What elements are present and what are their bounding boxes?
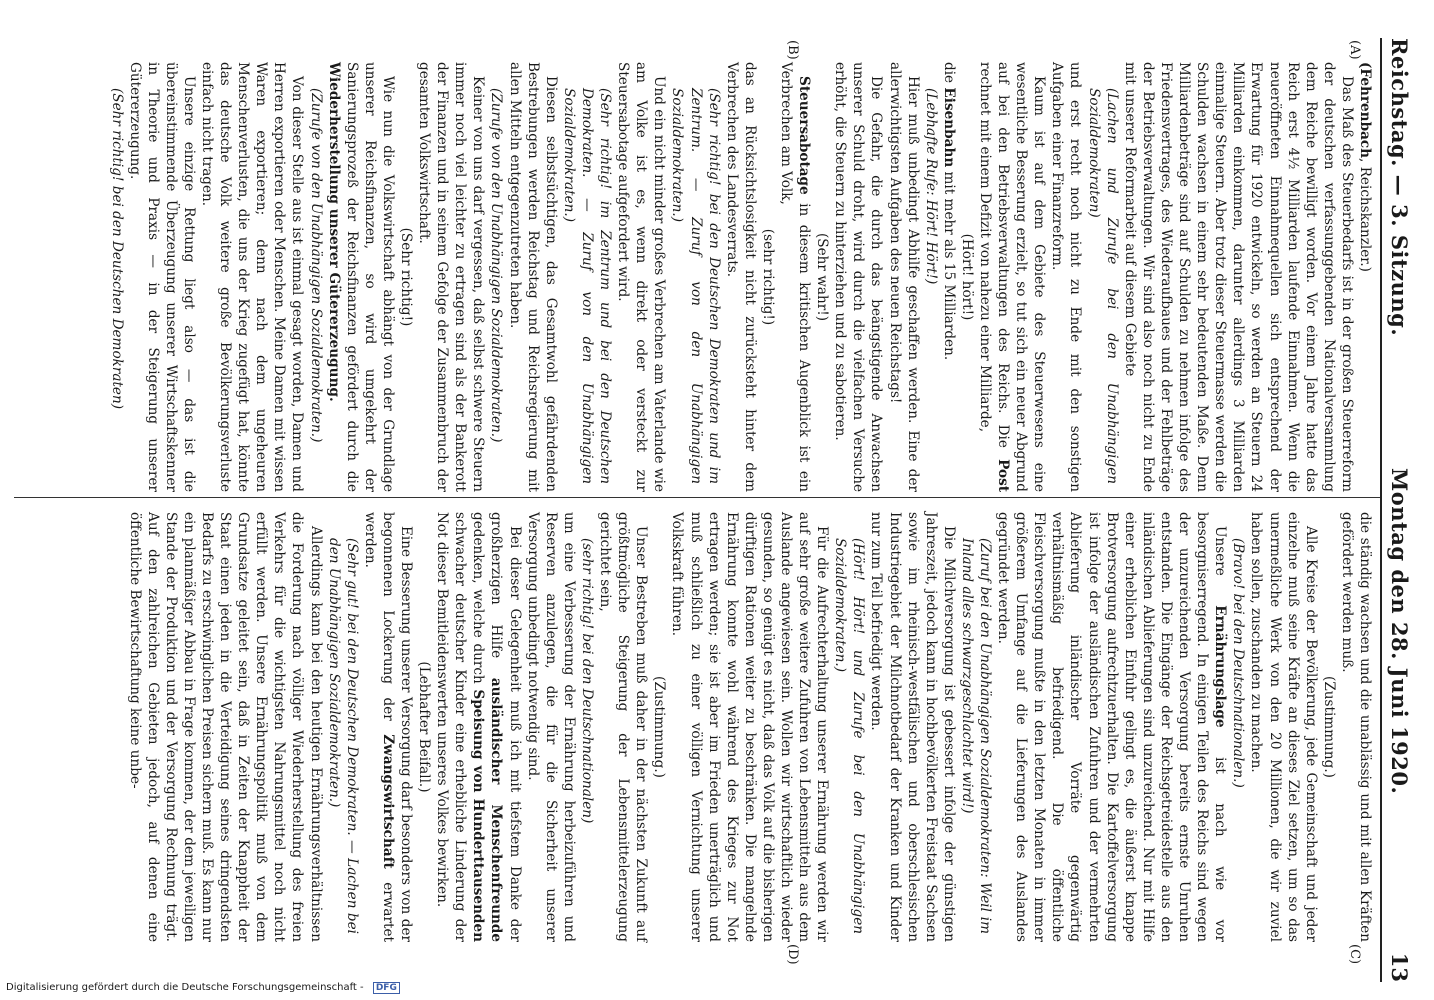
text-run: rechnet mit einem Defizit von nahezu einer Milliarde, xyxy=(977,62,994,433)
text-run: Das Maß des Steuerbedarfs ist in der großen Steuerreform der deutschen verfassunggebenden Nationalversammlung dem Reiche bewilligt worden. Vor einem Jahre hatte das Reich erst 4½ Milliarden laufende Einnahmen. Wenn die neueröffneten Einnahmequellen sich entsprechend der Erwartung für 1920 entwickeln, so werden an Steuern 24 Milliarden einkommen, darunter allerdings 3 Milliarden einmalige Steuern. Aber trotz dieser Steuermasse werden die Schulden wachsen in einem sehr bedeutenden Maße. Denn Milliardenbeträge sind auf Schulden zu nehmen infolge des Friedensvertrages, des Wiederaufbaues und der Fehlbeträge der Betriebsverwaltungen. Wir sind also noch nicht zu Ende mit unserer Reformarbeit auf diesem Gebiete xyxy=(1121,62,1355,492)
interjection xyxy=(560,62,614,492)
paragraph xyxy=(433,512,523,942)
text-run: Keiner von uns darf vergessen, daß selbst schwere Steuern immer noch viel leichter zu ertragen sind als der Bankerott der Finanzen und in seinem Gefolge der Zusammenbruch der gesamten Volkswirtschaft. xyxy=(416,62,487,492)
text-run: Hier muß unbedingt Abhilfe geschaffen werden. Eine der allerwichtigsten Aufgaben des neuen Reichstags! xyxy=(886,62,921,492)
emphasized-text: Eisenbahn xyxy=(940,87,957,168)
interjection xyxy=(668,62,722,492)
text-run: Bei dieser Gelegenheit muß ich mit tiefstem Danke der großherzigen Hilfe xyxy=(488,512,523,942)
text-run: (Zurufe von den Unabhängigen Sozialdemokraten.) xyxy=(488,88,505,443)
paragraph xyxy=(126,62,198,492)
text-run: (Lebhafte Rufe: Hört! Hört!) xyxy=(922,88,939,285)
text-run: (Sehr richtig! bei den Deutschen Demokraten) xyxy=(108,88,125,410)
text-run: (Bravo! bei den Deutschnationalen.) xyxy=(1230,538,1247,788)
footer-text: Digitalisierung gefördert durch die Deutsche Forschungsgemeinschaft - xyxy=(6,982,364,993)
text-run: um eine Verbesserung der Ernährung herbeizuführen und Reserven anzulegen, die für die Sicherheit unserer Versorgung unbedingt notwendig sind. xyxy=(524,512,577,942)
text-run: Für die Aufrechterhaltung unserer Ernährung werden wir auf sehr große weitere Zufuhren von Lebensmitteln aus dem Auslande angewiesen sein. Wollen wir wirtschaftlich wieder gesunden, so genügt es nicht, daß das Volk auf die bisherigen dürftigen Rationen weiter zu beschränken. Die mangelnde Ernährung konnte wohl während des Krieges zur Not ertragen werden; sie ist aber im Frieden unerträglich und muß schließlich zu einer völligen Vernichtung unserer Volkskraft führen. xyxy=(669,512,831,942)
interjection xyxy=(958,512,994,942)
text-run: Allerdings kann bei den heutigen Ernährungsverhältnissen die Forderung nach völliger Wiederherstellung des freien Verkehrs für die wichtigsten Nahrungsmittel noch nicht erfüllt werden. Unsere Ernährungspolitik muß von dem Grundsatze geleitet sein, daß in Zeiten der Knappheit der Staat einen jeden in die Verteidigung seines dringendsten Bedarfs zu erschwinglichen Preisen sichern muß. Es kann nur ein planmäßiger Abbau in Frage kommen, der dem jeweiligen Stande der Produktion und der Versorgung Rechnung trägt. Auf den zahlreichen Gebieten jedoch, auf denen eine öffentliche Bewirtschaftung keine unbe- xyxy=(126,512,324,942)
paragraph xyxy=(994,512,1229,942)
text-run: Unsere einzige Rettung liegt also — das ist die übereinstimmende Überzeugung unserer Wirtschaftskenner in Theorie und Praxis — in der Steigerung unserer Gütererzeugung. xyxy=(126,62,197,492)
text-run: (Sehr richtig!) xyxy=(398,227,415,327)
paragraph xyxy=(614,62,668,492)
text-run: gedenken, welche durch xyxy=(470,512,487,690)
text-run: Diesen selbstsüchtigen, das Gesamtwohl gefährdenden Bestrebungen werden Reichstag und Reichsregierung mit allen Mitteln entgegenzutreten haben. xyxy=(506,62,559,492)
text-run: erwartet werden. xyxy=(361,512,396,942)
header-date: Montag den 28. Juni 1920. xyxy=(1387,468,1412,795)
paragraph xyxy=(1356,62,1374,492)
emphasized-text: Post xyxy=(995,459,1012,492)
paragraph xyxy=(1338,512,1374,942)
interjection xyxy=(958,62,976,492)
text-run: in diesem kritischen Augenblick ist ein Verbrechen am Volk, xyxy=(778,62,813,492)
text-run: Die Milchversorgung ist gebessert infolge der günstigen Jahreszeit, jedoch kann in hochbevölkerten Freistaat Sachsen sowie im rheinisch-westfälischen und oberschlesischen Industriegebiet der Milchnotbedarf der Kranken und Kinder nur zum Teil befriedigt werden. xyxy=(868,512,957,942)
text-run: (Hört! hört!) xyxy=(958,233,975,321)
text-run: Kaum ist auf dem Gebiete des Steuerwesens eine wesentliche Besserung erzielt, so tut sich ein neuer Abgrund auf bei den Betriebsverwaltungen des Reichs. Die xyxy=(995,62,1048,492)
text-run: die ständig wachsen und die unablässig und mit allen Kräften gefördert werden muß. xyxy=(1338,512,1373,942)
paragraph xyxy=(524,512,578,942)
text-run: Unser Bestreben muß daher in der nächsten Zukunft auf größtmögliche Steigerung der Lebensmittelerzeugung gerichtet sein, xyxy=(597,512,650,942)
text-run: Alle Kreise der Bevölkerung, jede Gemeinschaft und jeder einzelne muß seine Kräfte an dieses Ziel setzen, um so das unermeßliche Werk von den 20 Millionen, die wir zuviel haben sollen, zuschanden zu machen. xyxy=(1248,512,1319,942)
emphasized-text: Zwangswirtschaft xyxy=(379,734,396,869)
interjection xyxy=(397,62,415,492)
paragraph xyxy=(885,62,921,492)
margin-mark-d: (D) xyxy=(785,944,800,965)
text-run: (Zuruf bei den Unabhängigen Sozialdemokraten: Weil im Inland alles schwarzgeschlachtet wird!) xyxy=(958,538,994,934)
text-run: (Sehr wahr!) xyxy=(814,233,831,321)
text-run: Und ein nicht minder großes Verbrechen am Vaterlande wie am Volke ist es, wenn direkt oder versteckt zur Steuersabotage aufgefordert wird. xyxy=(615,62,668,492)
paragraph xyxy=(415,62,487,492)
text-run: (sehr richtig!) xyxy=(759,228,776,326)
text-run: Wie nun die Volkswirtschaft abhängt von der Grundlage unserer Reichsfinanzen, so wird umgekehrt der Sanierungsprozeß der Reichsfinanzen gefördert durch die xyxy=(343,62,396,492)
paragraph xyxy=(361,512,415,942)
paragraph xyxy=(198,62,307,492)
paragraph xyxy=(1048,62,1084,492)
page-number: 13 xyxy=(1387,952,1412,982)
paragraph xyxy=(723,62,759,492)
text-run: (Sehr gut! bei den Deutschen Demokraten. — Lachen bei den Unabhängigen Sozialdemokraten.) xyxy=(325,538,360,934)
interjection xyxy=(306,62,324,492)
text-run: (Hört! Hört! und Zurufe bei den Unabhängigen Sozialdemokraten.) xyxy=(832,538,867,934)
emphasized-text: Speisung von Hunderttausenden xyxy=(470,689,487,942)
text-run: (sehr richtig! bei den Deutschnationalen) xyxy=(578,538,595,824)
text-run: Unsere xyxy=(1212,526,1229,606)
interjection xyxy=(1229,512,1247,942)
interjection xyxy=(922,62,940,492)
paragraph xyxy=(668,512,831,942)
right-column xyxy=(126,512,1374,942)
paragraph xyxy=(940,62,958,492)
column-divider xyxy=(14,497,1380,498)
text-run: Eine Besserung unserer Versorgung darf besonders von der begonnenen Lockerung der xyxy=(379,512,415,942)
dfg-logo: DFG xyxy=(373,982,400,994)
text-run: ist nach wie vor besorgniserregend. In einigen Teilen des Reichs sind wegen der unzureichenden Versorgung bereits ernste Unruhen entstanden. Die Eingänge der Reichsgetreidestelle aus den inländischen Ablieferungen sind unzureichend. Nur mit Hilfe einer erheblichen Einfuhr gelingt es, die äußerst knappe Brotversorgung aufrechtzuerhalten. Die Kartoffelversorgung ist infolge der ausländischen Zufuhren und der vermehrten Ablieferung inländischer Vorräte gegenwärtig verhältnismäßig befriedigend. Die öffentliche Fleischversorgung mußte in den letzten Monaten in immer größerem Umfange auf die Lieferungen des Auslandes gegründet werden. xyxy=(995,512,1229,942)
text-run: schwacher deutscher Kinder eine erhebliche Linderung der Not dieser Bemitleidenswerten unseres Volkes bewirken. xyxy=(434,512,469,942)
margin-mark-a: (A) xyxy=(1347,40,1362,60)
interjection xyxy=(831,512,867,942)
emphasized-text: Wiederherstellung unserer Gütererzeugung. xyxy=(325,62,342,402)
header-rule xyxy=(1380,38,1382,982)
interjection xyxy=(813,62,831,492)
emphasized-text: Steuersabotage xyxy=(796,76,813,195)
text-run: Die Gefahr, die durch das beängstigende Anwachsen unserer Schuld droht, wird durch die vielfachen Versuche erhöht, die Steuern zu hinterziehen und zu sabotieren. xyxy=(832,62,885,492)
paragraph xyxy=(506,62,560,492)
interjection xyxy=(487,62,505,492)
text-run: (Zurufe von den Unabhängigen Sozialdemokraten.) xyxy=(307,88,324,443)
paragraph xyxy=(831,62,885,492)
paragraph xyxy=(596,512,650,942)
paragraph xyxy=(777,62,813,492)
digitization-footer xyxy=(6,982,400,994)
text-run: (Sehr richtig! im Zentrum und bei den Deutschen Demokraten. — Zuruf von den Unabhängigen Sozialdemokraten.) xyxy=(560,88,614,484)
paragraph xyxy=(325,62,397,492)
text-run: (Zustimmung.) xyxy=(1320,676,1337,778)
page-header xyxy=(1386,38,1414,982)
text-run: das an Rücksichtslosigkeit nicht zurücksteht hinter dem Verbrechen des Landesverrats. xyxy=(723,62,758,492)
interjection xyxy=(650,512,668,942)
interjection xyxy=(578,512,596,942)
text-run: und erst recht noch nicht zu Ende mit den sonstigen Aufgaben einer Finanzreform. xyxy=(1049,62,1084,492)
text-run: die xyxy=(940,62,957,88)
text-run: mit mehr als 15 Milliarden. xyxy=(940,167,957,361)
emphasized-text: ausländischer Menschenfreunde xyxy=(488,677,505,942)
emphasized-text: (Fehrenbach xyxy=(1357,62,1373,159)
paragraph xyxy=(1121,62,1356,492)
text-run: (Lachen und Zurufe bei den Unabhängigen Sozialdemokraten) xyxy=(1085,88,1120,484)
text-run: (Lebhafter Beifall.) xyxy=(416,661,433,793)
margin-mark-c: (C) xyxy=(1347,944,1362,965)
interjection xyxy=(1320,512,1338,942)
margin-mark-b: (B) xyxy=(785,40,800,60)
text-run: (Sehr richtig! bei den Deutschen Demokraten und im Zentrum. — Zuruf von den Unabhängigen Sozialdemokraten.) xyxy=(669,88,722,484)
paragraph xyxy=(976,62,1048,492)
left-column xyxy=(107,62,1374,492)
interjection xyxy=(325,512,361,942)
interjection xyxy=(759,62,777,492)
emphasized-text: Ernährungslage xyxy=(1212,605,1229,728)
text-run: , Reichskanzler.) xyxy=(1357,158,1373,272)
text-run: (Zustimmung.) xyxy=(651,676,668,778)
text-run: Von dieser Stelle aus ist einmal gesagt worden, Damen und Herren exportieren oder Menschen. Meine Damen mit wissen Waren exportieren; denn nach dem ungeheuren Menschenverlusten, die uns der Krieg zugefügt hat, könnte das deutsche Volk weitere große Bevölkerungsverluste einfach nicht tragen. xyxy=(199,62,306,492)
paragraph xyxy=(126,512,325,942)
header-left-title: Reichstag. — 3. Sitzung. xyxy=(1387,38,1412,337)
interjection xyxy=(1085,62,1121,492)
interjection xyxy=(107,62,125,492)
paragraph xyxy=(867,512,957,942)
paragraph xyxy=(1247,512,1319,942)
interjection xyxy=(415,512,433,942)
